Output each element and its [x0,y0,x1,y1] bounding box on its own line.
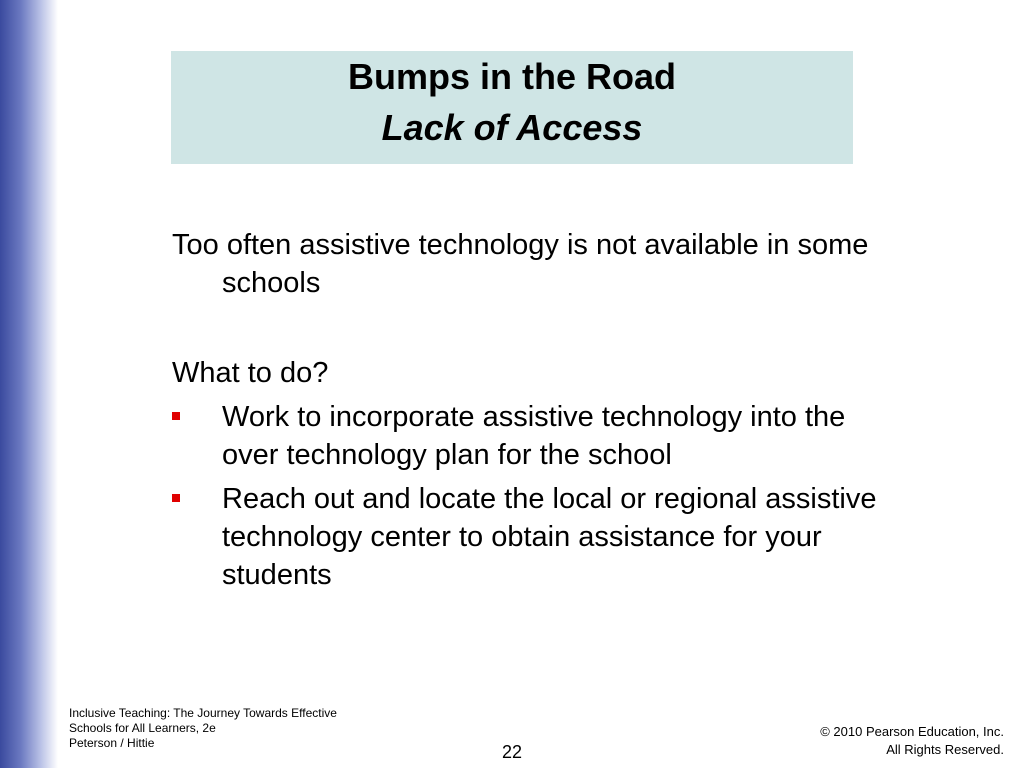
title-box [171,51,853,164]
footer-authors: Peterson / Hittie [69,736,155,750]
slide-title: Bumps in the Road [347,56,676,97]
rights-text: All Rights Reserved. [886,742,1004,757]
slide-subtitle: Lack of Access [381,107,643,148]
decorative-side-bar [0,0,58,768]
bullet-item-2 [172,480,892,594]
footer-book-line1: Inclusive Teaching: The Journey Towards Effective [69,706,337,720]
copyright-text: © 2010 Pearson Education, Inc. [820,724,1004,739]
bullet-text-2: Reach out and locate the local or regional assistive technology center to obtain assistance for your students [222,483,877,591]
footer-copyright [820,723,1004,759]
page-number: 22 [501,742,523,762]
square-bullet-icon [172,494,180,502]
bullet-item-1 [172,398,892,474]
square-bullet-icon [172,412,180,420]
bullet-text-1: Work to incorporate assistive technology into the over technology plan for the school [222,401,846,471]
footer-book-line2: Schools for All Learners, 2e [69,721,216,735]
question-text: What to do? [172,357,329,389]
intro-text: Too often assistive technology is not available in some schools [172,229,869,299]
slide-body [172,226,892,594]
footer-book-info [69,706,389,751]
